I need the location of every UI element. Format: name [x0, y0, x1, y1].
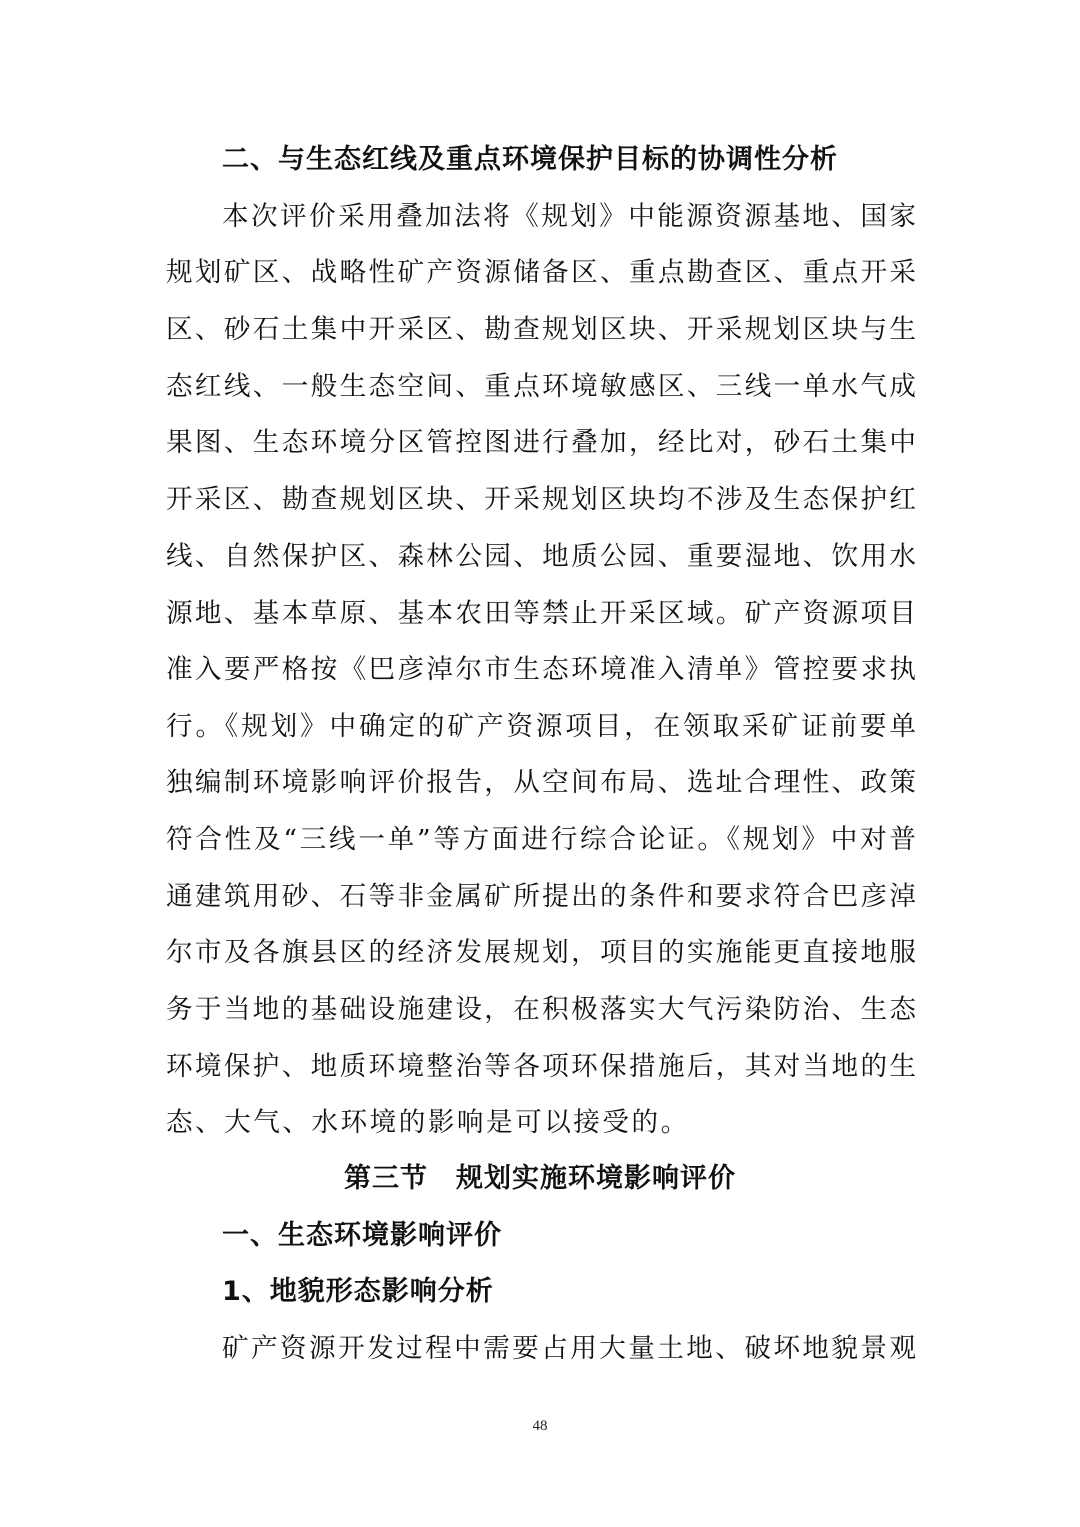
paragraph-line: 开采区、勘查规划区块、开采规划区块均不涉及生态保护红: [166, 484, 916, 515]
paragraph-line: 源地、基本草原、基本农田等禁止开采区域。矿产资源项目: [166, 598, 916, 629]
paragraph-line: 行。《规划》中确定的矿产资源项目，在领取采矿证前要单: [166, 711, 916, 742]
paragraph-line: 态红线、一般生态空间、重点环境敏感区、三线一单水气成: [166, 371, 916, 402]
paragraph-line: 通建筑用砂、石等非金属矿所提出的条件和要求符合巴彦淖: [166, 881, 916, 912]
paragraph-line: 尔市及各旗县区的经济发展规划，项目的实施能更直接地服: [166, 937, 916, 968]
paragraph-line: 线、自然保护区、森林公园、地质公园、重要湿地、饮用水: [166, 541, 916, 572]
page-number: 48: [532, 1418, 548, 1434]
paragraph-line: 果图、生态环境分区管控图进行叠加，经比对，砂石土集中: [166, 427, 916, 458]
section-title: 第三节 规划实施环境影响评价: [344, 1163, 736, 1194]
subsection-heading-ecological-impact: 一、生态环境影响评价: [222, 1220, 502, 1251]
paragraph-line: 规划矿区、战略性矿产资源储备区、重点勘查区、重点开采: [166, 257, 916, 288]
paragraph-line: 务于当地的基础设施建设，在积极落实大气污染防治、生态: [166, 994, 916, 1025]
subsection-heading-landform-impact: 1、地貌形态影响分析: [222, 1276, 494, 1307]
heading-ecological-redline-coordination: 二、与生态红线及重点环境保护目标的协调性分析: [222, 144, 838, 175]
paragraph-line: 态、大气、水环境的影响是可以接受的。: [166, 1107, 690, 1138]
paragraph-line: 环境保护、地质环境整治等各项环保措施后，其对当地的生: [166, 1051, 916, 1082]
paragraph-line: 准入要严格按《巴彦淖尔市生态环境准入清单》管控要求执: [166, 654, 916, 685]
paragraph-line: 本次评价采用叠加法将《规划》中能源资源基地、国家: [222, 201, 916, 232]
paragraph-line: 独编制环境影响评价报告，从空间布局、选址合理性、政策: [166, 767, 916, 798]
paragraph-line: 符合性及“三线一单”等方面进行综合论证。《规划》中对普: [166, 824, 916, 855]
paragraph-line: 区、砂石土集中开采区、勘查规划区块、开采规划区块与生: [166, 314, 916, 345]
paragraph-line: 矿产资源开发过程中需要占用大量土地、破坏地貌景观: [222, 1333, 916, 1364]
